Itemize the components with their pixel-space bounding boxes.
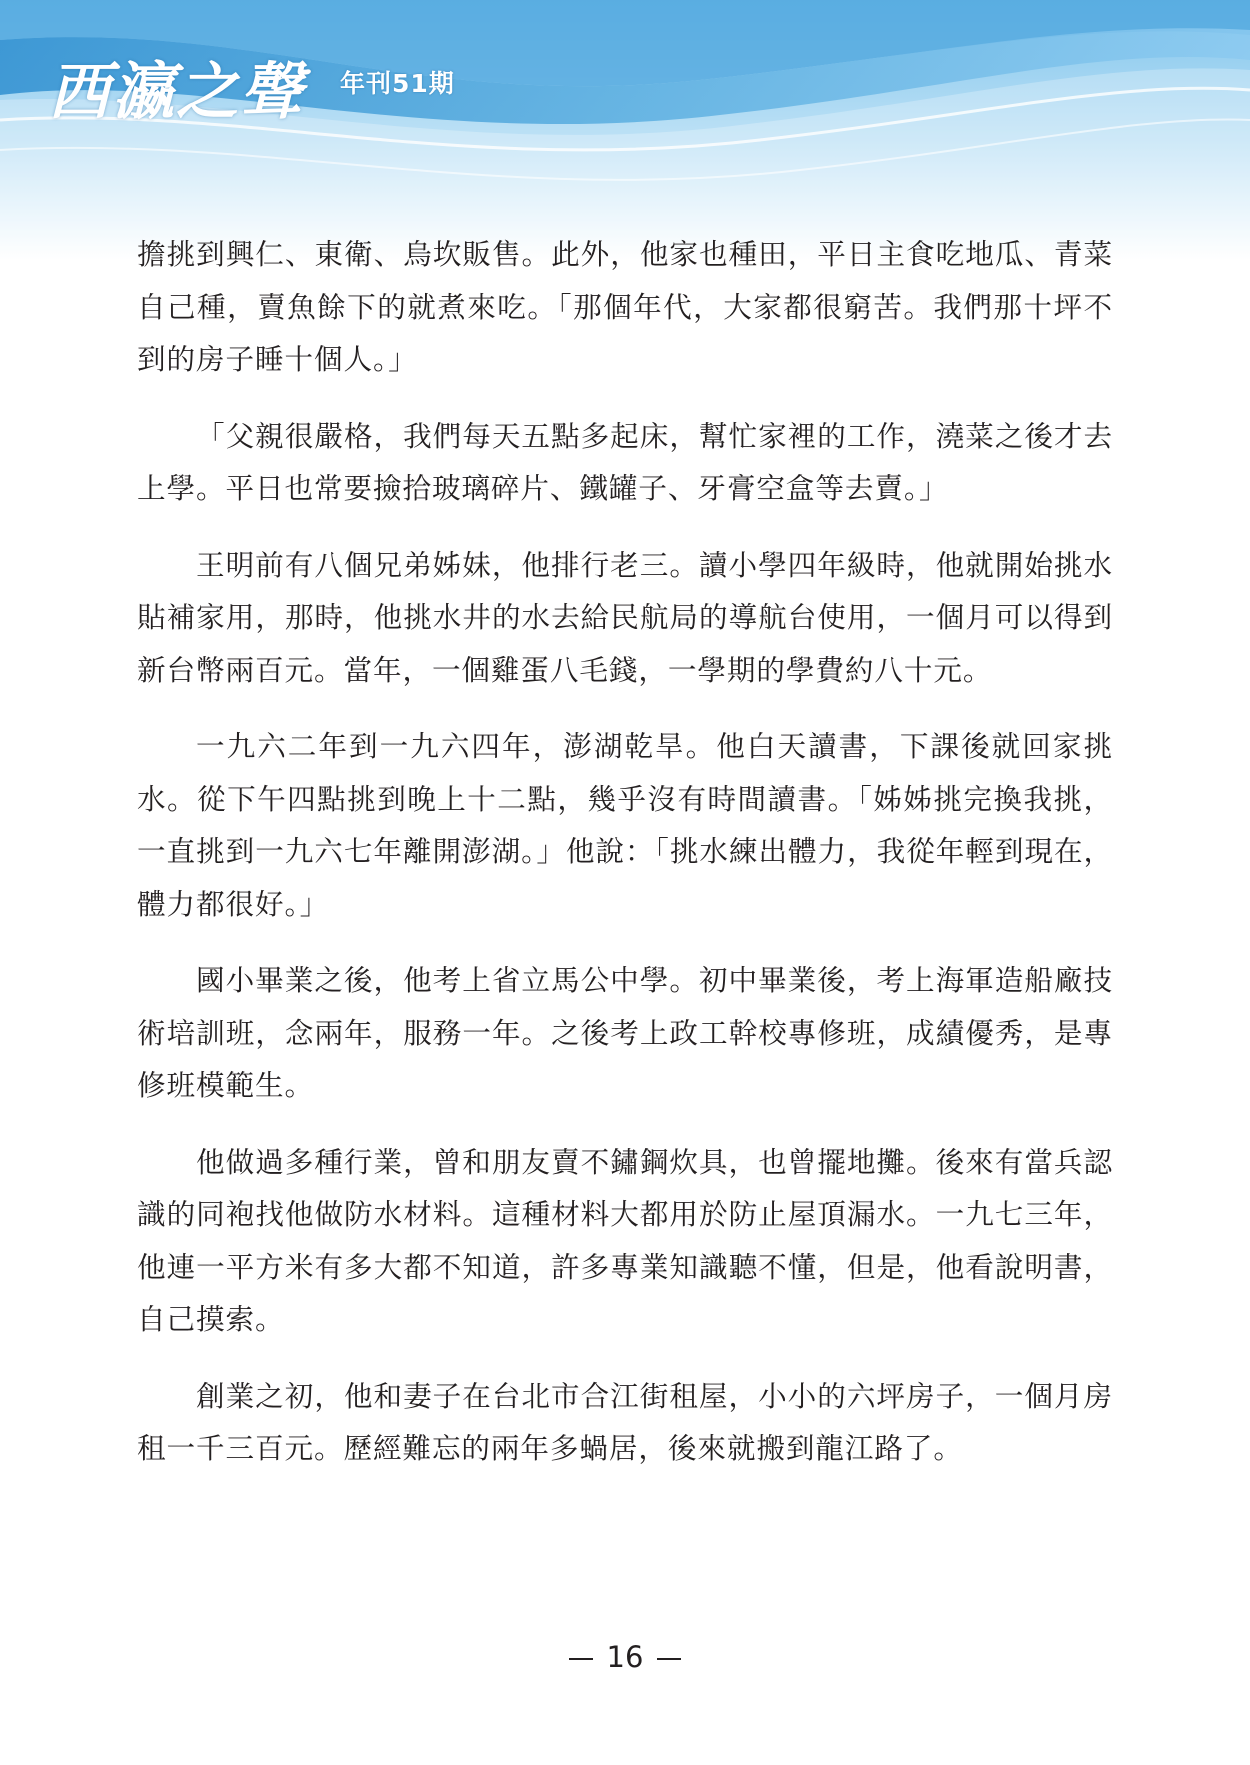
page-number xyxy=(0,1640,1250,1674)
paragraph: 國小畢業之後，他考上省立馬公中學。初中畢業後，考上海軍造船廠技術培訓班，念兩年，服務一年。之後考上政工幹校專修班，成績優秀，是專修班模範生。 xyxy=(137,963,1113,1102)
article-body xyxy=(137,228,1113,1499)
magazine-title: 西瀛之聲 xyxy=(48,55,305,128)
paragraph: 他做過多種行業，曾和朋友賣不鏽鋼炊具，也曾擺地攤。後來有當兵認識的同袍找他做防水材料。這種材料大都用於防止屋頂漏水。一九七三年，他連一平方米有多大都不知道，許多專業知識聽不懂，但是，他看說明書，自己摸索。 xyxy=(137,1144,1113,1336)
issue-label: 年刊51期 xyxy=(340,69,455,98)
paragraph: 王明前有八個兄弟姊妹，他排行老三。讀小學四年級時，他就開始挑水貼補家用，那時，他挑水井的水去給民航局的導航台使用，一個月可以得到新台幣兩百元。當年，一個雞蛋八毛錢，一學期的學費約八十元。 xyxy=(137,547,1113,687)
dash-left xyxy=(569,1658,593,1660)
paragraph: 「父親很嚴格，我們每天五點多起床，幫忙家裡的工作，澆菜之後才去上學。平日也常要撿拾玻璃碎片、鐵罐子、牙膏空盒等去賣。」 xyxy=(137,418,1113,505)
paragraph: 創業之初，他和妻子在台北市合江街租屋，小小的六坪房子，一個月房租一千三百元。歷經難忘的兩年多蝸居，後來就搬到龍江路了。 xyxy=(137,1378,1113,1465)
paragraph: 一九六二年到一九六四年，澎湖乾旱。他白天讀書，下課後就回家挑水。從下午四點挑到晚上十二點，幾乎沒有時間讀書。「姊姊挑完換我挑，一直挑到一九六七年離開澎湖。」他說：「挑水練出體力，我從年輕到現在，體力都很好。」 xyxy=(137,729,1113,921)
page-number-text: 16 xyxy=(606,1640,644,1674)
page-header-banner xyxy=(0,0,1250,260)
dash-right xyxy=(657,1658,681,1660)
paragraph: 擔挑到興仁、東衛、烏坎販售。此外，他家也種田，平日主食吃地瓜、青菜自己種，賣魚餘下的就煮來吃。「那個年代，大家都很窮苦。我們那十坪不到的房子睡十個人。」 xyxy=(137,237,1113,376)
